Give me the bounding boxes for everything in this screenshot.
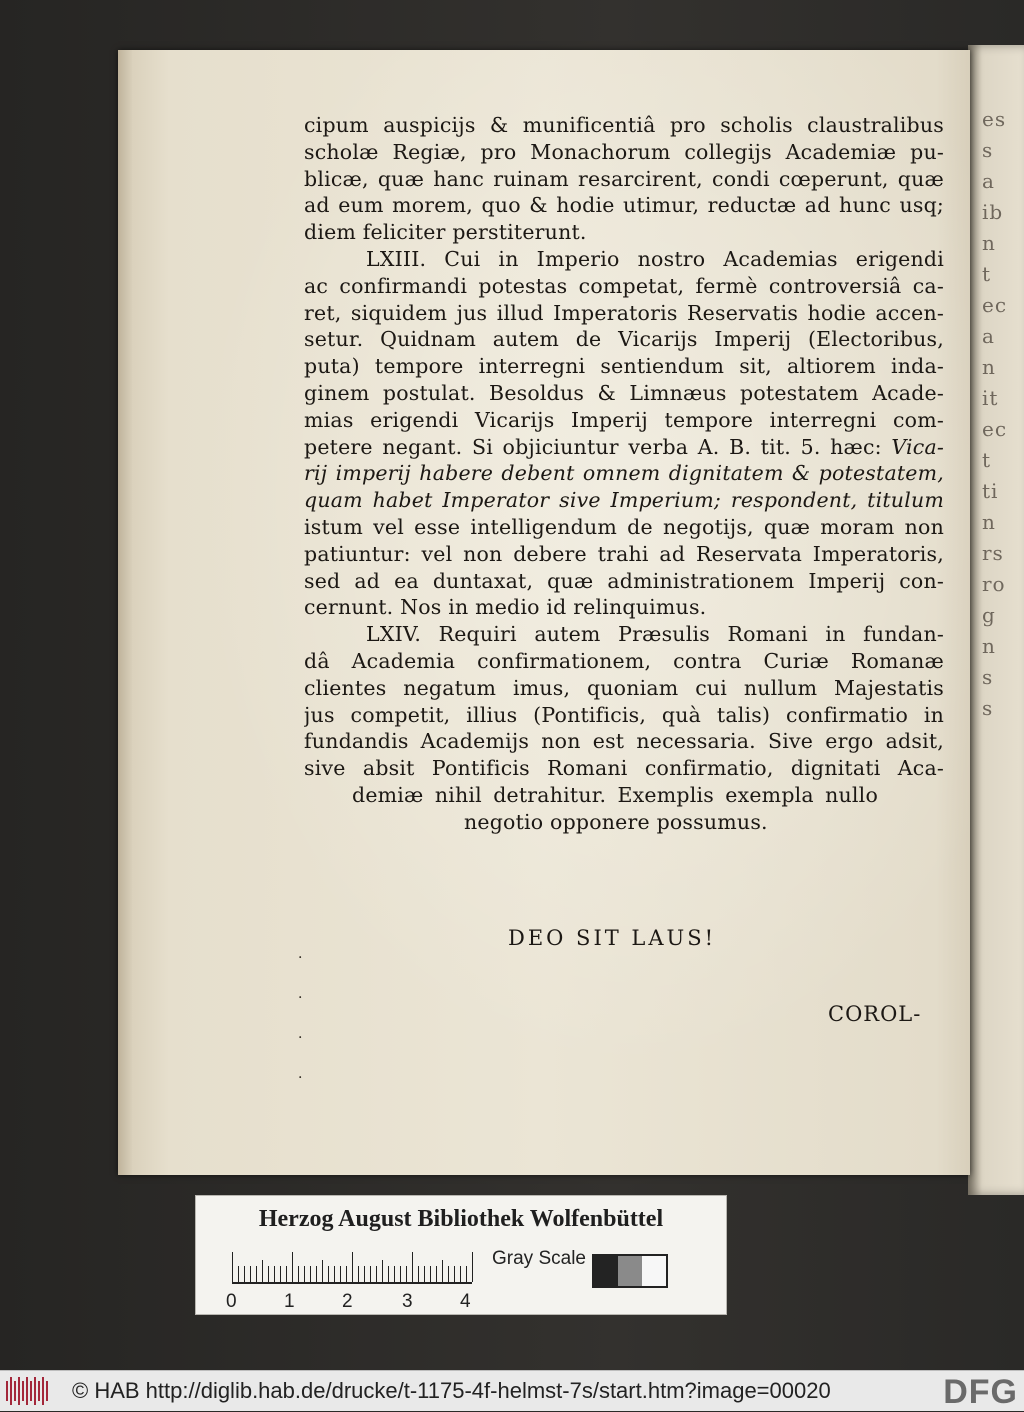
text-line: cernunt. Nos in medio id relinquimus. bbox=[304, 595, 707, 620]
gray-scale-label: Gray Scale bbox=[492, 1248, 586, 1269]
closing-phrase: DEO SIT LAUS! bbox=[508, 926, 717, 950]
facing-text-fragment: ec bbox=[982, 293, 1008, 317]
ruler-tick bbox=[310, 1266, 311, 1282]
ruler-tick bbox=[424, 1266, 425, 1282]
text-line: jus competit, illius (Pontificis, quà talis) confirmatio in bbox=[304, 702, 944, 727]
logo-bar bbox=[38, 1381, 40, 1401]
facing-text-fragment: a bbox=[982, 324, 995, 348]
logo-bar bbox=[34, 1377, 36, 1405]
text-line: clientes negatum imus, quoniam cui nullum Majestatis bbox=[304, 675, 944, 700]
ruler-tick bbox=[364, 1266, 365, 1282]
ruler-tick bbox=[466, 1266, 467, 1282]
ruler-number: 1 bbox=[284, 1291, 295, 1312]
ruler-number: 4 bbox=[460, 1291, 471, 1312]
ruler-tick bbox=[316, 1266, 317, 1282]
facing-text-fragment: es bbox=[982, 107, 1007, 131]
ruler-tick bbox=[256, 1266, 257, 1282]
ruler-number: 3 bbox=[402, 1291, 413, 1312]
text-line: rij imperij habere debent omnem dignitatem & potestatem, bbox=[304, 461, 944, 486]
facing-text-fragment: it bbox=[982, 386, 999, 410]
text-line: dâ Academia confirmationem, contra Curiæ Romanæ bbox=[304, 649, 944, 673]
facing-text-fragment: n bbox=[982, 634, 996, 658]
facing-text-fragment: t bbox=[982, 448, 992, 472]
ruler-tick bbox=[388, 1266, 389, 1282]
logo-bar bbox=[42, 1377, 44, 1405]
text-line: ginem postulat. Besoldus & Limnæus potestatem Acade- bbox=[304, 381, 944, 405]
gray-swatch bbox=[618, 1256, 642, 1286]
facing-text-fragment: ro bbox=[982, 572, 1006, 596]
ruler-tick bbox=[238, 1266, 239, 1282]
library-name: Herzog August Bibliothek Wolfenbüttel bbox=[258, 1206, 664, 1232]
text-line: quam habet Imperator sive Imperium; respondent, titulum bbox=[304, 488, 944, 513]
logo-bar bbox=[10, 1377, 12, 1405]
text-line: demiæ nihil detrahitur. Exemplis exempla nullo bbox=[352, 783, 878, 807]
dfg-logo: DFG bbox=[943, 1373, 1018, 1411]
ruler-tick bbox=[358, 1266, 359, 1282]
facing-text-fragment: n bbox=[982, 510, 996, 534]
ruler-tick bbox=[352, 1252, 353, 1282]
ruler-tick bbox=[298, 1266, 299, 1282]
ruler-tick bbox=[442, 1260, 443, 1282]
margin-marks: · · · · bbox=[298, 950, 303, 1086]
text-line: fundandis Academijs non est necessaria. Sive ergo adsit, bbox=[304, 729, 944, 754]
facing-text-fragment: s bbox=[982, 138, 994, 162]
text-line: mias erigendi Vicarijs Imperij tempore interregni com- bbox=[304, 407, 944, 432]
facing-text-fragment: a bbox=[982, 169, 995, 193]
text-line: LXIV. Requiri autem Præsulis Romani in fundan- bbox=[366, 622, 944, 647]
text-line: ad eum morem, quo & hodie utimur, reductæ ad hunc usq; bbox=[304, 193, 944, 218]
text-line: negotio opponere possumus. bbox=[464, 809, 768, 834]
text-line: petere negant. Si objiciuntur verba A. B. tit. 5. hæc: Vica- bbox=[304, 434, 944, 459]
facing-text-fragment: t bbox=[982, 262, 992, 286]
text-line: cipum auspicijs & munificentiâ pro scholis claustralibus bbox=[304, 113, 944, 137]
ruler-tick bbox=[244, 1266, 245, 1282]
catchword: COROL- bbox=[828, 1002, 922, 1026]
facing-text-fragment: s bbox=[982, 665, 994, 689]
ruler-tick bbox=[454, 1266, 455, 1282]
ruler-tick bbox=[436, 1266, 437, 1282]
text-line: setur. Quidnam autem de Vicarijs Imperij (Electoribus, bbox=[304, 327, 944, 352]
ruler-tick bbox=[460, 1266, 461, 1282]
text-line: ret, siquidem jus illud Imperatoris Reservatis hodie accen- bbox=[304, 300, 944, 325]
facing-text-fragment: ib bbox=[982, 200, 1004, 224]
text-line: diem feliciter perstiterunt. bbox=[304, 220, 587, 245]
logo-bar bbox=[14, 1381, 16, 1401]
facing-text-fragment: n bbox=[982, 355, 996, 379]
text-line: blicæ, quæ hanc ruinam resarcirent, condi cœperunt, quæ bbox=[304, 166, 944, 191]
ruler-tick bbox=[382, 1260, 383, 1282]
ruler-tick bbox=[472, 1252, 473, 1282]
ruler-tick bbox=[406, 1266, 407, 1282]
facing-text-fragment: s bbox=[982, 696, 994, 720]
gray-scale-swatches bbox=[592, 1254, 668, 1288]
logo-bar bbox=[18, 1377, 20, 1405]
ruler-tick bbox=[430, 1266, 431, 1282]
text-line: puta) tempore interregni sentiendum sit, altiorem inda- bbox=[304, 354, 944, 379]
facing-page-edge bbox=[968, 45, 1024, 1195]
facing-text-fragment: g bbox=[982, 603, 996, 627]
logo-bar bbox=[22, 1381, 24, 1401]
logo-bar bbox=[46, 1381, 48, 1401]
italic-word: Vica- bbox=[891, 434, 944, 459]
ruler-tick bbox=[280, 1266, 281, 1282]
facing-text-fragment: rs bbox=[982, 541, 1004, 565]
ruler-tick bbox=[340, 1266, 341, 1282]
text-line: scholæ Regiæ, pro Monachorum collegijs Academiæ pu- bbox=[304, 139, 944, 164]
ruler-tick bbox=[412, 1252, 413, 1282]
facing-text-fragment: ti bbox=[982, 479, 999, 503]
text-line: LXIII. Cui in Imperio nostro Academias erigendi bbox=[366, 247, 944, 271]
logo-bar bbox=[30, 1381, 32, 1401]
text-line: patiuntur: vel non debere trahi ad Reservata Imperatoris, bbox=[304, 541, 944, 566]
gray-swatch bbox=[594, 1256, 618, 1286]
ruler-tick bbox=[250, 1266, 251, 1282]
ruler-tick bbox=[400, 1266, 401, 1282]
ruler-tick bbox=[262, 1260, 263, 1282]
book-page bbox=[118, 50, 970, 1175]
ruler-tick bbox=[322, 1260, 323, 1282]
gray-swatch bbox=[642, 1256, 666, 1286]
ruler-tick bbox=[418, 1266, 419, 1282]
facing-text-fragment: n bbox=[982, 231, 996, 255]
hab-logo-icon bbox=[6, 1377, 52, 1405]
ruler-number: 2 bbox=[342, 1291, 353, 1312]
ruler-number: 0 bbox=[226, 1291, 237, 1312]
logo-bar bbox=[26, 1377, 28, 1405]
ruler-tick bbox=[448, 1266, 449, 1282]
ruler-tick bbox=[232, 1252, 233, 1282]
ruler-tick bbox=[274, 1266, 275, 1282]
measurement-ruler bbox=[232, 1252, 472, 1284]
facing-text-fragment: ec bbox=[982, 417, 1008, 441]
ruler-tick bbox=[292, 1252, 293, 1282]
ruler-tick bbox=[334, 1266, 335, 1282]
ruler-tick bbox=[394, 1266, 395, 1282]
footer-bar bbox=[0, 1370, 1024, 1411]
text-line: istum vel esse intelligendum de negotijs, quæ moram non bbox=[304, 515, 944, 539]
source-url[interactable]: © HAB http://diglib.hab.de/drucke/t-1175-4f-helmst-7s/start.htm?image=00020 bbox=[72, 1378, 831, 1403]
page-edge bbox=[118, 50, 132, 1175]
ruler-tick bbox=[346, 1266, 347, 1282]
scale-card bbox=[195, 1195, 727, 1315]
text-line: sive absit Pontificis Romani confirmatio, dignitati Aca- bbox=[304, 756, 944, 781]
logo-bar bbox=[6, 1381, 8, 1401]
text-line: sed ad ea duntaxat, quæ administrationem Imperij con- bbox=[304, 568, 944, 593]
ruler-tick bbox=[286, 1266, 287, 1282]
text-line: ac confirmandi potestas competat, fermè controversiâ ca- bbox=[304, 273, 944, 298]
ruler-tick bbox=[268, 1266, 269, 1282]
ruler-tick bbox=[304, 1266, 305, 1282]
ruler-tick bbox=[376, 1266, 377, 1282]
ruler-tick bbox=[328, 1266, 329, 1282]
ruler-tick bbox=[370, 1266, 371, 1282]
